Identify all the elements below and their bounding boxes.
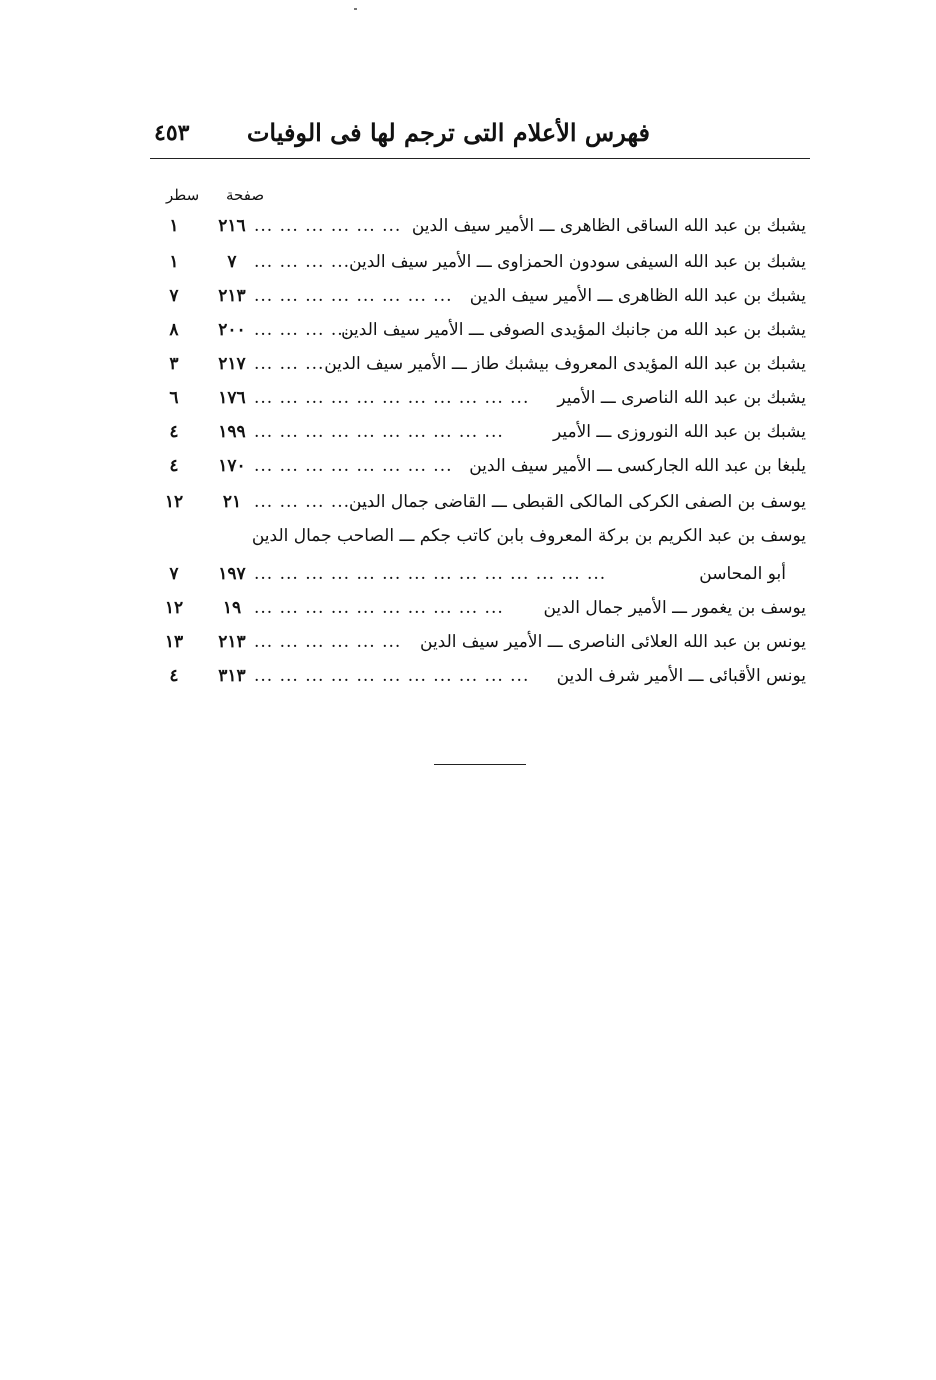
entry-name: يوسف بن الصفى الكركى المالكى القبطى ـــ القاضى جمال الدين — [349, 492, 806, 512]
entry-line: ١ — [169, 216, 179, 236]
index-entry-continuation — [150, 526, 806, 556]
entry-line: ١ — [169, 252, 179, 272]
entry-line: ١٣ — [164, 632, 184, 652]
entry-name: يشبك بن عبد الله المؤيدى المعروف بيشبك طاز ـــ الأمير سيف الدين — [324, 354, 806, 374]
column-heading-line: سطر — [166, 186, 200, 204]
index-entry — [150, 286, 806, 316]
entry-dots: ... ... ... — [254, 354, 325, 374]
entry-name: يشبك بن عبد الله السيفى سودون الحمزاوى ـــ الأمير سيف الدين — [349, 252, 806, 272]
index-entry — [150, 598, 806, 628]
entry-page: ٧ — [227, 252, 237, 272]
entry-line: ٤ — [169, 456, 179, 476]
entry-name: يونس الأقبائى ـــ الأمير شرف الدين — [556, 666, 806, 686]
entry-dots: ... ... ... ... ... ... — [254, 632, 402, 652]
entry-dots: ... ... ... ... ... — [254, 492, 376, 512]
entry-name: يشبك بن عبد الله الساقى الظاهرى ـــ الأمير سيف الدين — [411, 216, 806, 236]
entry-name: يلبغا بن عبد الله الجاركسى ـــ الأمير سيف الدين — [469, 456, 806, 476]
entry-page: ١٩٧ — [218, 564, 246, 584]
entry-name: يوسف بن يغمور ـــ الأمير جمال الدين — [543, 598, 806, 618]
entry-dots: ... ... ... ... ... ... ... ... ... ... ... ... ... ... — [254, 564, 607, 584]
entry-page: ١٩ — [222, 598, 242, 618]
entry-name: يوسف بن عبد الكريم بن بركة المعروف بابن كاتب جكم ـــ الصاحب جمال الدين — [251, 526, 806, 546]
page-number: ٤٥٣ — [154, 120, 190, 146]
index-entry — [150, 320, 806, 350]
entry-name: يشبك بن عبد الله من جانبك المؤيدى الصوفى ـــ الأمير سيف الدين — [341, 320, 806, 340]
entry-line: ٦ — [169, 388, 179, 408]
index-entry — [150, 456, 806, 486]
index-entry — [150, 354, 806, 384]
entry-page: ٢١٦ — [218, 216, 246, 236]
index-entry — [150, 252, 806, 282]
entry-dots: ... ... ... ... — [254, 252, 351, 272]
entry-line: ١٢ — [164, 598, 184, 618]
column-heading-page: صفحة — [226, 186, 265, 204]
entry-dots: ... ... ... ... ... ... ... ... ... ... — [254, 422, 504, 442]
page-title: فهرس الأعلام التى ترجم لها فى الوفيات — [246, 118, 650, 147]
entry-page: ٢١٧ — [218, 354, 246, 374]
entry-page: ٢١ — [222, 492, 242, 512]
column-headings — [160, 186, 290, 210]
entry-line: ٧ — [169, 564, 179, 584]
entry-name: يشبك بن عبد الله الظاهرى ـــ الأمير سيف الدين — [469, 286, 806, 306]
index-entry — [150, 388, 806, 418]
index-entry — [150, 564, 806, 594]
entry-page: ١٧٠ — [218, 456, 246, 476]
entry-line: ٨ — [169, 320, 179, 340]
entry-name: يشبك بن عبد الله الناصرى ـــ الأمير — [557, 388, 806, 408]
entry-page: ٢١٣ — [218, 286, 246, 306]
entry-dots: ... ... ... ... ... ... ... ... ... ... — [254, 598, 504, 618]
index-entry — [150, 632, 806, 662]
entry-page: ١٩٩ — [218, 422, 246, 442]
entry-dots: ... ... ... ... ... ... ... ... — [254, 456, 453, 476]
entry-page: ٢٠٠ — [218, 320, 246, 340]
entry-name: أبو المحاسن — [699, 564, 786, 584]
entry-dots: ... ... ... ... — [254, 320, 351, 340]
entry-dots: ... ... ... ... ... ... ... ... — [254, 286, 453, 306]
entry-name: يشبك بن عبد الله النوروزى ـــ الأمير — [552, 422, 806, 442]
entry-line: ١٢ — [164, 492, 184, 512]
scan-speck — [354, 8, 357, 10]
page-header — [150, 118, 810, 159]
index-entry — [150, 492, 806, 522]
entry-dots: ... ... ... ... ... ... ... ... ... ... ... — [254, 388, 530, 408]
entry-page: ٣١٣ — [218, 666, 246, 686]
entry-page: ٢١٣ — [218, 632, 246, 652]
index-entry — [150, 422, 806, 452]
entry-page: ١٧٦ — [218, 388, 246, 408]
entry-dots: ... ... ... ... ... ... — [254, 216, 402, 236]
index-entry — [150, 216, 806, 246]
end-rule — [434, 764, 526, 765]
entry-line: ٤ — [169, 666, 179, 686]
entry-name: يونس بن عبد الله العلائى الناصرى ـــ الأمير سيف الدين — [420, 632, 806, 652]
index-entry — [150, 666, 806, 696]
entry-line: ٣ — [169, 354, 179, 374]
entry-line: ٧ — [169, 286, 179, 306]
entry-line: ٤ — [169, 422, 179, 442]
entry-dots: ... ... ... ... ... ... ... ... ... ... ... — [254, 666, 530, 686]
